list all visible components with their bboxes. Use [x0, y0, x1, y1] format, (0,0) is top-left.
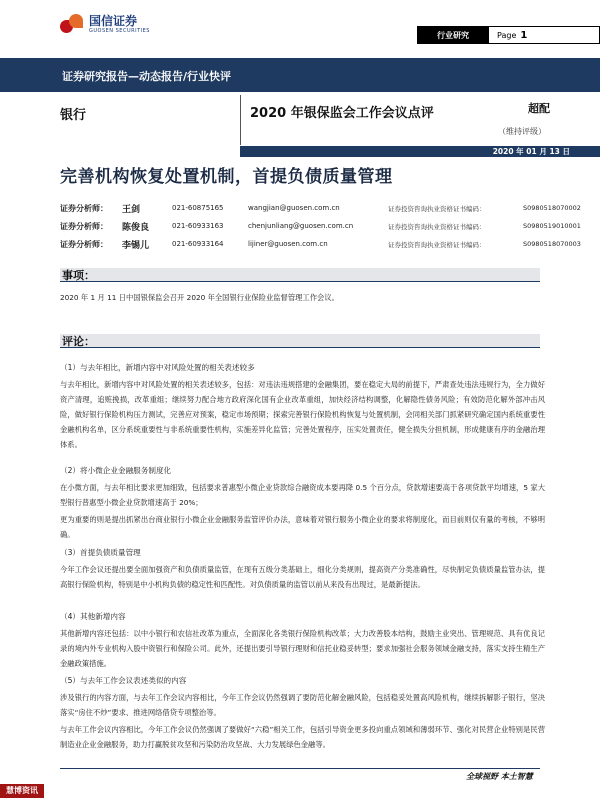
subsection-title: （4）其他新增内容	[60, 612, 126, 621]
analyst-name: 王剑	[122, 204, 141, 215]
paragraph: 涉及银行的内容方面，与去年工作会议内容相比，今年工作会议仍然强调了要防范化解金融风险，包括稳妥处置高风险机构，继续拆解影子银行，坚决落实“房住不炒”要求、推进网络借贷专项整治等。	[60, 693, 545, 717]
cert-label: 证券投资咨询执业资格证书编码：	[388, 204, 486, 213]
analyst-row	[60, 218, 600, 234]
subsection-title: （3）首提负债质量管理	[60, 548, 141, 557]
analyst-email[interactable]: wangjian@guosen.com.cn	[248, 204, 340, 212]
analyst-label: 证券分析师：	[60, 221, 108, 231]
watermark-badge: 慧博资讯	[0, 784, 44, 798]
logo-sub: GUOSEN SECURITIES	[89, 27, 150, 34]
header-divider	[240, 95, 241, 145]
paragraph: 更为重要的则是提出抓紧出台商业银行小微企业金融服务监管评价办法，意味着对银行服务小微企业的要求将制度化，而目前则仅有量的考核，不够明确。	[60, 515, 545, 539]
comment-section-title: 评论：	[62, 335, 95, 348]
paragraph: 其他新增内容还包括：以中小银行和农信社改革为重点，全面深化各类银行保险机构改革；大力改善股本结构，鼓励主业突出、管理规范、具有优良记录的境内外专业机构入股中资银行和保险公司。此外，还提出要引导银行理财和信托业稳妥转型；要求加强社会服务领域金融支持，落实支持生精生产金融政策措施。	[60, 629, 545, 668]
analyst-email[interactable]: chenjunliang@guosen.com.cn	[248, 222, 354, 230]
analyst-label: 证券分析师：	[60, 239, 108, 249]
header-bar	[0, 58, 600, 92]
footer-slogan: 全球视野 本土智慧	[466, 772, 533, 781]
analyst-row	[60, 236, 600, 252]
analyst-label: 证券分析师：	[60, 203, 108, 213]
event-text: 2020 年 1 月 11 日中国银保监会召开 2020 年全国银行业保险业监督管理工作会议。	[60, 293, 339, 302]
analyst-phone: 021-60875165	[172, 204, 224, 212]
report-series: 证券研究报告—动态报告/行业快评	[62, 70, 232, 83]
logo-name: 国信证券	[89, 13, 138, 28]
cert-number: S0980519010001	[523, 222, 581, 230]
report-date: 2020 年 01 月 13 日	[492, 147, 570, 156]
cert-number: S0980518070003	[523, 240, 581, 248]
cert-number: S0980518070002	[523, 204, 581, 212]
paragraph: 与去年相比，新增内容中对风险处置的相关表述较多，包括：对违法违规搭建的金融集团，要在稳定大局的前提下，严肃查处违法违规行为，全力做好资产清理，追赃挽损，改革重组；继续努力配合地方政府深化国有企业改革重组，加快经济结构调整，化解隐性债务风险；有效防范化解外部冲击风险，做好银行保险机构压力测试，完善应对预案，稳定市场预期；探索完善银行保险机构恢复与处置机制，会同相关部门抓紧研究确定国内系统重要性金融机构名单，区分系统重要性与非系统重要性机构，实施差异化监管；完善处置程序，压实处置责任，健全损失分担机制，形成健康有序的金融治理体系。	[60, 380, 545, 449]
report-tag-bar	[417, 26, 600, 44]
paragraph: 与去年工作会议内容相比，今年工作会议仍然强调了要做好“六稳”相关工作，包括引导资金更多投向重点领域和薄弱环节、强化对民营企业特别是民营制造业企业金融服务，助力打赢脱贫攻坚和污染防治攻坚战、大力发展绿色金融等。	[60, 725, 545, 749]
analyst-phone: 021-60933163	[172, 222, 224, 230]
cert-label: 证券投资咨询执业资格证书编码：	[388, 240, 486, 249]
subsection-title: （5）与去年工作会议表述类似的内容	[60, 676, 187, 685]
analyst-phone: 021-60933164	[172, 240, 224, 248]
paragraph: 今年工作会议还提出要全面加强资产和负债质量监管，在现有五级分类基础上，细化分类规则，提高资产分类准确性，尽快制定负债质量监管办法，提高银行保险机构，特别是中小机构负债的稳定性和匹配性。对负债质量的监管以前从来没有出现过，是最新提法。	[60, 565, 545, 589]
event-section-bar	[60, 268, 540, 282]
paragraph: 在小微方面，与去年相比要求更加细致，包括要求普惠型小微企业贷款综合融资成本要再降 0.5 个百分点，贷款增速要高于各项贷款平均增速，5 家大型银行普惠型小微企业贷款增速高于 20%；	[60, 483, 545, 507]
page-number: 1	[520, 29, 528, 41]
analyst-row	[60, 200, 600, 216]
rating-value: 超配	[528, 102, 550, 115]
guosen-logo-icon	[60, 12, 84, 36]
comment-section-bar	[60, 334, 540, 348]
date-bar	[240, 146, 600, 157]
analyst-email[interactable]: lijiner@guosen.com.cn	[248, 240, 328, 248]
report-kind-tag: 行业研究	[417, 26, 489, 44]
cert-label: 证券投资咨询执业资格证书编码：	[388, 222, 486, 231]
event-section-title: 事项：	[62, 269, 95, 282]
report-title: 2020 年银保监会工作会议点评	[250, 106, 434, 121]
subsection-title: （1）与去年相比，新增内容中对风险处置的相关表述较多	[60, 363, 255, 372]
subsection-title: （2）将小微企业金融服务制度化	[60, 466, 172, 475]
sector-label: 银行	[60, 108, 87, 123]
guosen-logo	[60, 12, 150, 36]
footer-divider	[60, 768, 540, 769]
analyst-name: 陈俊良	[122, 222, 150, 233]
analyst-name: 李锡儿	[122, 240, 150, 251]
headline: 完善机构恢复处置机制，首提负债质量管理	[60, 167, 393, 187]
page-indicator	[489, 27, 599, 43]
rating-note: （维持评级）	[498, 127, 546, 136]
page-label: Page	[497, 30, 517, 40]
